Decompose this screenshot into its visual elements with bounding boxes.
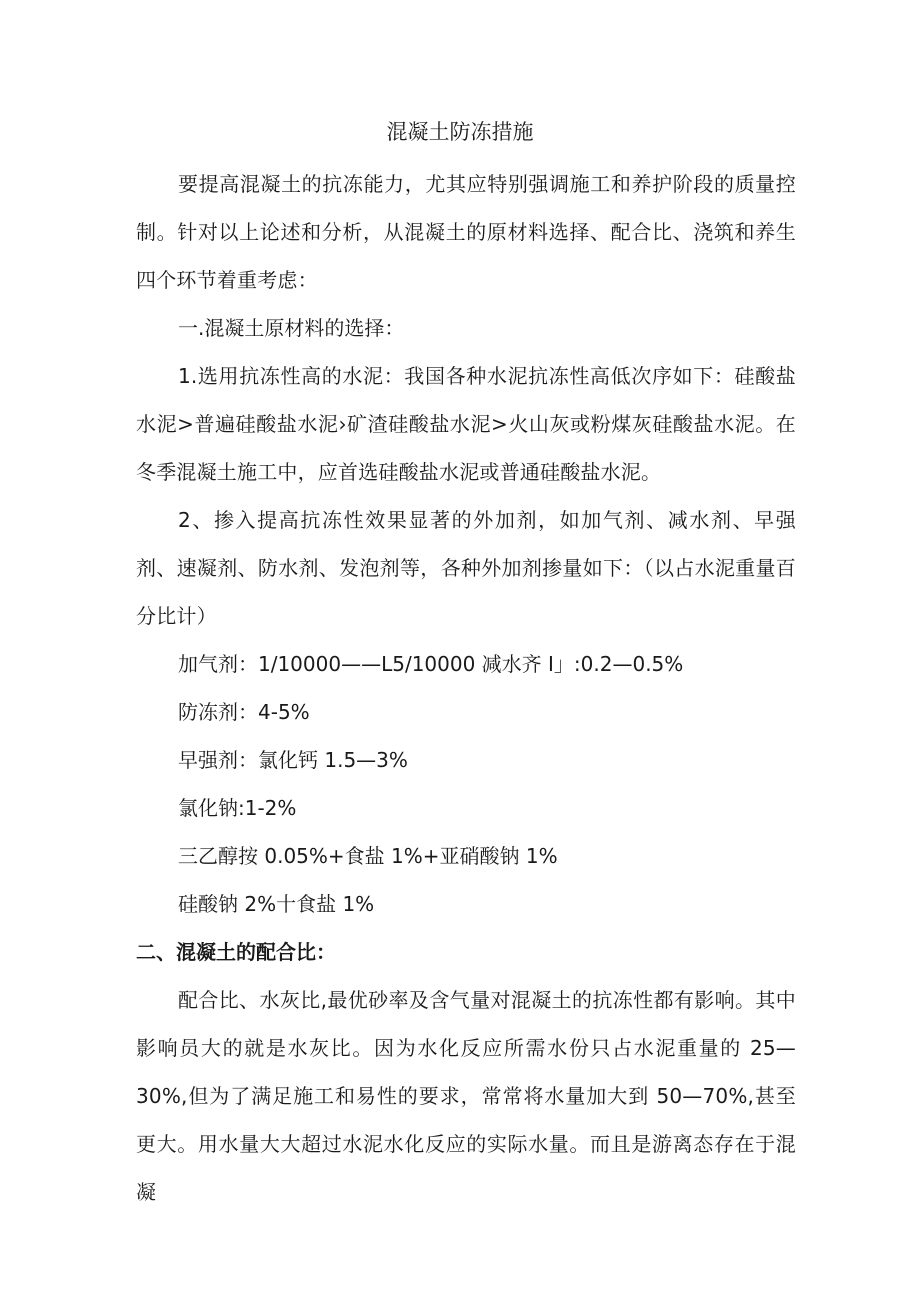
dosage-item: 加气剂：1/10000——L5/10000 减水齐 I」:0.2—0.5%: [178, 652, 684, 676]
mix-ratio-paragraph: 配合比、水灰比,最优砂率及含气量对混凝土的抗冻性都有影响。其中影响员大的就是水灰比。因为水化反应所需水份只占水泥重量的 25—30%,但为了满足施工和易性的要求，常常将水量加大到 50—70%,甚至更大。用水量大大超过水泥水化反应的实际水量。而且是游离态存在于混凝: [136, 988, 796, 1204]
dosage-item: 三乙醇按 0.05%+食盐 1%+亚硝酸钠 1%: [178, 844, 558, 868]
document-title: 混凝土防冻措施: [386, 120, 534, 144]
dosage-item: 硅酸钠 2%十食盐 1%: [178, 892, 375, 916]
dosage-item: 早强剂：氯化钙 1.5—3%: [178, 748, 408, 772]
cement-selection-paragraph: 1.选用抗冻性高的水泥：我国各种水泥抗冻性高低次序如下：硅酸盐水泥>普遍硅酸盐水泥›矿渣硅酸盐水泥>火山灰或粉煤灰硅酸盐水泥。在冬季混凝土施工中，应首选硅酸盐水泥或普通硅酸盐水泥。: [136, 364, 796, 484]
admixture-paragraph: 2、掺入提高抗冻性效果显著的外加剂，如加气剂、减水剂、早强剂、速凝剂、防水剂、发泡剂等，各种外加剂掺量如下：（以占水泥重量百分比计）: [136, 508, 796, 628]
intro-paragraph: 要提高混凝土的抗冻能力，尤其应特别强调施工和养护阶段的质量控制。针对以上论述和分析，从混凝土的原材料选择、配合比、浇筑和养生四个环节着重考虑：: [136, 172, 796, 292]
section-heading-materials: 一.混凝土原材料的选择：: [178, 316, 405, 340]
dosage-item: 氯化钠:1-2%: [178, 796, 297, 820]
dosage-item: 防冻剂：4-5%: [178, 700, 310, 724]
section-heading-mix-ratio: 二、混凝土的配合比：: [136, 940, 336, 964]
